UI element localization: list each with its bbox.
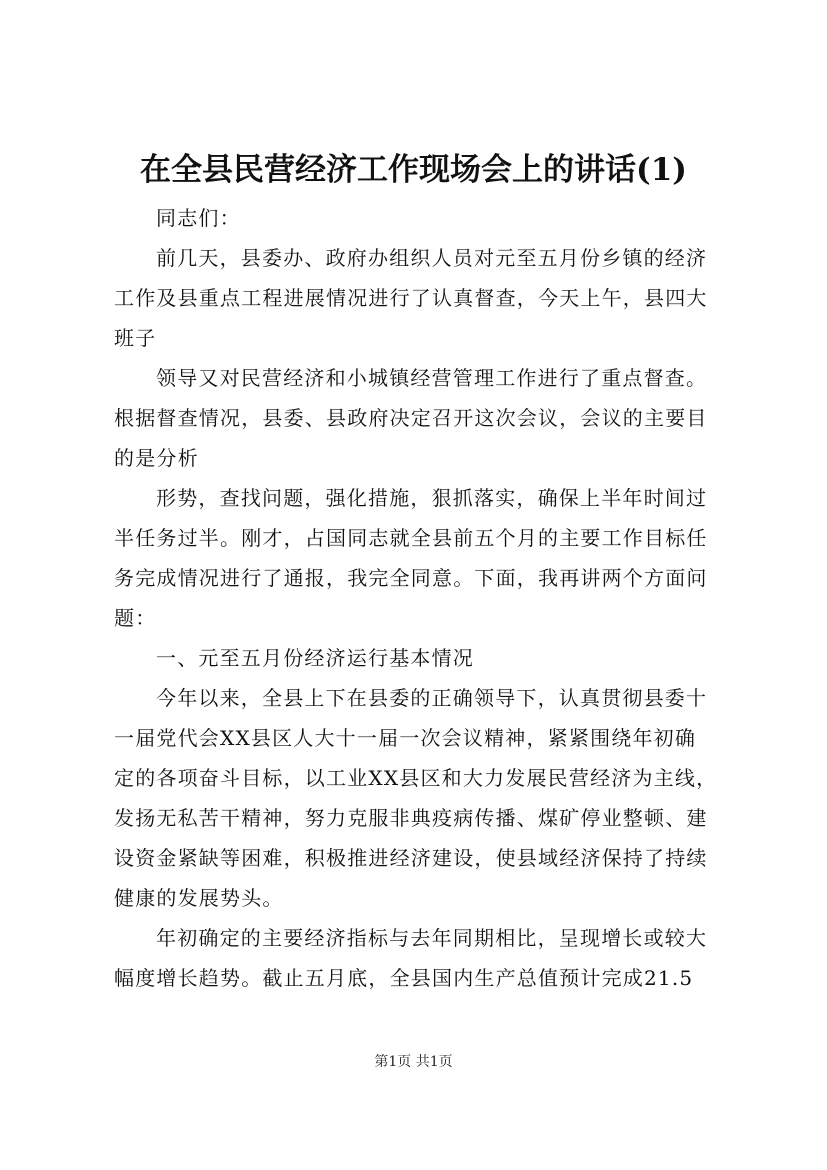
- text-line: 务完成情况进行了通报，我完全同意。下面，我再讲两个方面问: [114, 566, 708, 590]
- text-line: 同志们：: [156, 206, 241, 230]
- text-line: 年初确定的主要经济指标与去年同期相比，呈现增长或较大: [156, 926, 708, 950]
- text-line: 班子: [114, 326, 157, 350]
- text-line: 题：: [114, 606, 157, 630]
- text-line: 半任务过半。刚才，占国同志就全县前五个月的主要工作目标任: [114, 526, 708, 550]
- text-line: 前几天，县委办、政府办组织人员对元至五月份乡镇的经济: [156, 246, 708, 270]
- text-line: 设资金紧缺等困难，积极推进经济建设，使县域经济保持了持续: [114, 846, 708, 870]
- text-line: 一、元至五月份经济运行基本情况: [156, 646, 474, 670]
- page-footer: 第1页 共1页: [374, 1054, 453, 1070]
- text-line: 今年以来，全县上下在县委的正确领导下，认真贯彻县委十: [156, 686, 708, 710]
- document-title: 在全县民营经济工作现场会上的讲话(1): [140, 152, 687, 188]
- text-line: 工作及县重点工程进展情况进行了认真督查，今天上午，县四大: [114, 286, 708, 310]
- text-line: 根据督查情况，县委、县政府决定召开这次会议，会议的主要目: [114, 406, 708, 430]
- text-line: 幅度增长趋势。截止五月底，全县国内生产总值预计完成21.5: [114, 966, 694, 990]
- text-line: 领导又对民营经济和小城镇经营管理工作进行了重点督查。: [156, 366, 708, 390]
- text-line: 形势，查找问题，强化措施，狠抓落实，确保上半年时间过: [156, 486, 708, 510]
- text-line: 健康的发展势头。: [114, 886, 284, 910]
- text-line: 发扬无私苦干精神，努力克服非典疫病传播、煤矿停业整顿、建: [114, 806, 708, 830]
- text-line: 一届党代会XX县区人大十一届一次会议精神，紧紧围绕年初确: [114, 726, 697, 750]
- text-line: 的是分析: [114, 446, 199, 470]
- text-line: 定的各项奋斗目标，以工业XX县区和大力发展民营经济为主线，: [114, 766, 718, 790]
- document-body: [114, 198, 720, 998]
